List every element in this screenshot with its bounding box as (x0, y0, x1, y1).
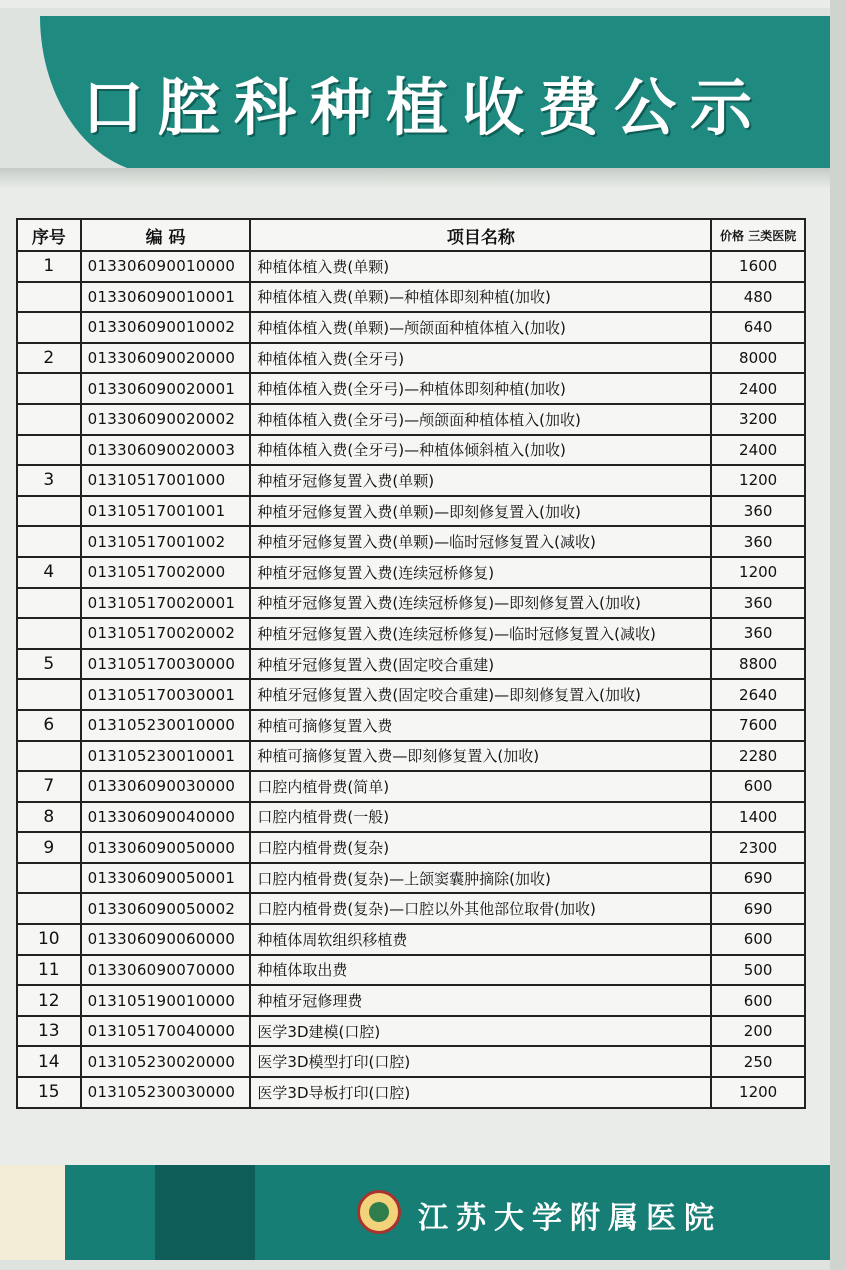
table-row (17, 710, 805, 741)
table-row (17, 496, 805, 527)
row-code: 01310517001002 (81, 526, 251, 557)
row-number (17, 526, 81, 557)
emblem-center (369, 1202, 389, 1222)
row-item-name: 种植体取出费 (250, 955, 711, 986)
row-code: 013105170020001 (81, 588, 251, 619)
table-row (17, 343, 805, 374)
row-item-name: 种植牙冠修复置入费(固定咬合重建) (250, 649, 711, 680)
row-price: 360 (711, 526, 805, 557)
row-code: 013306090070000 (81, 955, 251, 986)
row-item-name: 种植牙冠修复置入费(连续冠桥修复)—即刻修复置入(加收) (250, 588, 711, 619)
table-row (17, 955, 805, 986)
row-item-name: 种植牙冠修复置入费(单颗) (250, 465, 711, 496)
row-price: 2400 (711, 435, 805, 466)
row-price: 360 (711, 496, 805, 527)
row-code: 013306090040000 (81, 802, 251, 833)
header-code: 编 码 (81, 219, 251, 251)
row-item-name: 种植牙冠修复置入费(固定咬合重建)—即刻修复置入(加收) (250, 679, 711, 710)
row-price: 2640 (711, 679, 805, 710)
header (0, 8, 830, 173)
row-price: 480 (711, 282, 805, 313)
table-row (17, 863, 805, 894)
table-row (17, 893, 805, 924)
table-header-row (17, 219, 805, 251)
row-item-name: 口腔内植骨费(复杂)—上颌窦囊肿摘除(加收) (250, 863, 711, 894)
row-code: 013306090060000 (81, 924, 251, 955)
table-row (17, 618, 805, 649)
row-price: 1600 (711, 251, 805, 282)
table-row (17, 435, 805, 466)
row-item-name: 口腔内植骨费(复杂)—口腔以外其他部位取骨(加收) (250, 893, 711, 924)
row-code: 013306090010002 (81, 312, 251, 343)
row-price: 1200 (711, 465, 805, 496)
row-price: 2280 (711, 741, 805, 772)
table-row (17, 649, 805, 680)
row-item-name: 种植体植入费(单颗)—颅颌面种植体植入(加收) (250, 312, 711, 343)
row-code: 013105230030000 (81, 1077, 251, 1108)
table-row (17, 373, 805, 404)
row-code: 013105230010001 (81, 741, 251, 772)
row-item-name: 种植体植入费(全牙弓)—种植体即刻种植(加收) (250, 373, 711, 404)
header-no: 序号 (17, 219, 81, 251)
row-code: 013306090050000 (81, 832, 251, 863)
fee-table-wrapper (16, 218, 806, 1109)
row-item-name: 种植体周软组织移植费 (250, 924, 711, 955)
row-price: 600 (711, 924, 805, 955)
row-price: 250 (711, 1046, 805, 1077)
row-price: 1200 (711, 557, 805, 588)
table-row (17, 1077, 805, 1108)
table-row (17, 557, 805, 588)
row-number (17, 435, 81, 466)
row-price: 600 (711, 985, 805, 1016)
row-number (17, 618, 81, 649)
row-number: 12 (17, 985, 81, 1016)
row-code: 013306090010000 (81, 251, 251, 282)
hospital-name: 江苏大学附属医院 (418, 1201, 722, 1236)
row-code: 013105190010000 (81, 985, 251, 1016)
row-code: 013306090020000 (81, 343, 251, 374)
row-number: 4 (17, 557, 81, 588)
row-price: 360 (711, 588, 805, 619)
row-number: 8 (17, 802, 81, 833)
row-price: 3200 (711, 404, 805, 435)
header-price: 价格 三类医院 (711, 219, 805, 251)
table-row (17, 741, 805, 772)
header-stripe (0, 168, 830, 188)
row-number (17, 893, 81, 924)
row-number: 15 (17, 1077, 81, 1108)
row-item-name: 种植牙冠修复置入费(连续冠桥修复) (250, 557, 711, 588)
row-price: 200 (711, 1016, 805, 1047)
row-code: 013306090050001 (81, 863, 251, 894)
row-code: 013306090020002 (81, 404, 251, 435)
row-price: 690 (711, 893, 805, 924)
row-number (17, 312, 81, 343)
row-number (17, 404, 81, 435)
table-row (17, 404, 805, 435)
row-item-name: 种植体植入费(单颗) (250, 251, 711, 282)
row-price: 1400 (711, 802, 805, 833)
table-row (17, 251, 805, 282)
table-body (17, 251, 805, 1108)
row-price: 500 (711, 955, 805, 986)
row-number: 11 (17, 955, 81, 986)
row-item-name: 种植牙冠修理费 (250, 985, 711, 1016)
table-row (17, 465, 805, 496)
row-price: 8000 (711, 343, 805, 374)
row-item-name: 口腔内植骨费(一般) (250, 802, 711, 833)
row-code: 013105170030001 (81, 679, 251, 710)
row-item-name: 种植牙冠修复置入费(连续冠桥修复)—临时冠修复置入(减收) (250, 618, 711, 649)
row-number (17, 863, 81, 894)
table-row (17, 924, 805, 955)
row-price: 2300 (711, 832, 805, 863)
row-number (17, 588, 81, 619)
row-price: 8800 (711, 649, 805, 680)
page-title: 口腔科种植收费公示 (82, 71, 767, 144)
row-number (17, 741, 81, 772)
row-item-name: 种植可摘修复置入费—即刻修复置入(加收) (250, 741, 711, 772)
row-item-name: 口腔内植骨费(复杂) (250, 832, 711, 863)
footer-dark-band (155, 1165, 255, 1260)
table-row (17, 802, 805, 833)
row-item-name: 种植体植入费(全牙弓) (250, 343, 711, 374)
row-price: 600 (711, 771, 805, 802)
row-code: 01310517002000 (81, 557, 251, 588)
table-row (17, 985, 805, 1016)
row-code: 013306090010001 (81, 282, 251, 313)
row-code: 013105170040000 (81, 1016, 251, 1047)
table-row (17, 282, 805, 313)
row-number: 13 (17, 1016, 81, 1047)
hospital-emblem-icon (357, 1190, 401, 1234)
row-code: 01310517001001 (81, 496, 251, 527)
table-row (17, 588, 805, 619)
table-row (17, 526, 805, 557)
row-price: 1200 (711, 1077, 805, 1108)
row-number: 5 (17, 649, 81, 680)
row-item-name: 种植可摘修复置入费 (250, 710, 711, 741)
fee-table (16, 218, 806, 1109)
row-number: 2 (17, 343, 81, 374)
row-number (17, 373, 81, 404)
row-item-name: 种植体植入费(单颗)—种植体即刻种植(加收) (250, 282, 711, 313)
row-item-name: 种植体植入费(全牙弓)—颅颌面种植体植入(加收) (250, 404, 711, 435)
row-price: 640 (711, 312, 805, 343)
row-price: 7600 (711, 710, 805, 741)
row-code: 013306090050002 (81, 893, 251, 924)
row-item-name: 医学3D模型打印(口腔) (250, 1046, 711, 1077)
row-number: 10 (17, 924, 81, 955)
table-row (17, 312, 805, 343)
table-row (17, 1046, 805, 1077)
row-price: 690 (711, 863, 805, 894)
row-code: 01310517001000 (81, 465, 251, 496)
table-row (17, 832, 805, 863)
row-number: 7 (17, 771, 81, 802)
row-code: 013306090020003 (81, 435, 251, 466)
row-number: 9 (17, 832, 81, 863)
row-code: 013306090020001 (81, 373, 251, 404)
row-price: 2400 (711, 373, 805, 404)
row-code: 013105230010000 (81, 710, 251, 741)
row-code: 013105170030000 (81, 649, 251, 680)
table-row (17, 771, 805, 802)
row-item-name: 医学3D建模(口腔) (250, 1016, 711, 1047)
row-number: 3 (17, 465, 81, 496)
row-code: 013306090030000 (81, 771, 251, 802)
row-number (17, 282, 81, 313)
row-code: 013105170020002 (81, 618, 251, 649)
header-name: 项目名称 (250, 219, 711, 251)
row-number: 6 (17, 710, 81, 741)
row-number: 14 (17, 1046, 81, 1077)
row-item-name: 种植体植入费(全牙弓)—种植体倾斜植入(加收) (250, 435, 711, 466)
footer-left-panel (0, 1165, 65, 1260)
row-code: 013105230020000 (81, 1046, 251, 1077)
row-number: 1 (17, 251, 81, 282)
row-item-name: 种植牙冠修复置入费(单颗)—临时冠修复置入(减收) (250, 526, 711, 557)
row-number (17, 496, 81, 527)
row-price: 360 (711, 618, 805, 649)
row-item-name: 种植牙冠修复置入费(单颗)—即刻修复置入(加收) (250, 496, 711, 527)
row-item-name: 口腔内植骨费(简单) (250, 771, 711, 802)
table-row (17, 679, 805, 710)
footer (0, 1165, 830, 1270)
row-item-name: 医学3D导板打印(口腔) (250, 1077, 711, 1108)
row-number (17, 679, 81, 710)
table-row (17, 1016, 805, 1047)
